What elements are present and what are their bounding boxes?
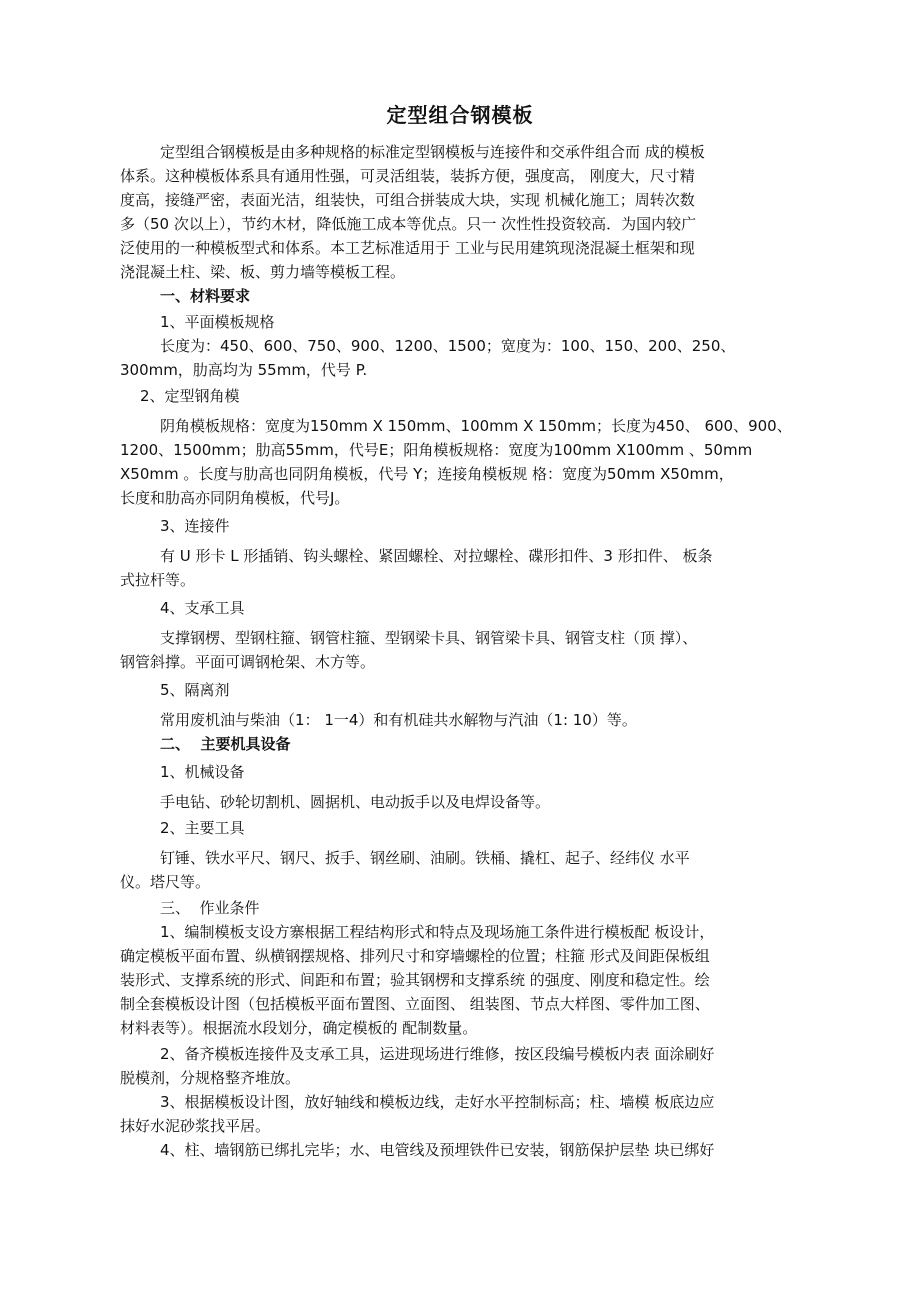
- body-line: 仪。塔尺等。: [120, 873, 211, 891]
- subsection-heading: 3、连接件: [160, 517, 230, 535]
- document-title: 定型组合钢模板: [386, 103, 534, 127]
- subsection-heading: 1、平面模板规格: [160, 313, 275, 331]
- body-line: 制全套模板设计图（包括模板平面布置图、立面图、 组装图、节点大样图、零件加工图、: [120, 995, 710, 1013]
- body-line: 长度和肋高亦同阴角模板，代号J。: [120, 489, 350, 507]
- body-line: X50mm 。长度与肋高也同阴角模板，代号 Y；连接角模板规 格：宽度为50mm X50mm，: [120, 465, 734, 483]
- intro-line: 体系。这种模板体系具有通用性强，可灵活组装，装拆方便，强度高， 刚度大，尺寸精: [120, 167, 695, 185]
- intro-line: 多（50 次以上），节约木材，降低施工成本等优点。只一 次性性投资较高．为国内较广: [120, 215, 697, 233]
- body-line: 手电钻、砂轮切割机、圆据机、电动扳手以及电焊设备等。: [160, 793, 551, 811]
- body-line: 抹好水泥砂浆找平居。: [120, 1117, 271, 1135]
- body-line: 支撑钢楞、型钢柱箍、钢管柱箍、型钢梁卡具、钢管梁卡具、钢管支柱（顶 撑）、: [160, 629, 698, 647]
- body-line: 阴角模板规格：宽度为150mm X 150mm、100mm X 150mm；长度为450、 600、900、: [160, 417, 792, 435]
- intro-line: 泛使用的一种模板型式和体系。本工艺标准适用于 工业与民用建筑现浇混凝土框架和现: [120, 239, 695, 257]
- body-line: 3、根据模板设计图，放好轴线和模板边线，走好水平控制标高；柱、墙模 板底边应: [160, 1093, 715, 1111]
- subsection-heading: 4、支承工具: [160, 599, 245, 617]
- section-heading: 二、 主要机具设备: [160, 735, 291, 753]
- body-line: 材料表等）。根据流水段划分，确定模板的 配制数量。: [120, 1019, 478, 1037]
- subsection-heading: 5、隔离剂: [160, 681, 230, 699]
- body-line: 常用废机油与柴油（1： 1一4）和有机硅共水解物与汽油（1: 10）等。: [160, 711, 637, 729]
- subsection-heading: 2、主要工具: [160, 819, 245, 837]
- subsection-heading: 1、机械设备: [160, 763, 245, 781]
- intro-line: 度高，接缝严密，表面光洁，组装快，可组合拼装成大块，实现 机械化施工；周转次数: [120, 191, 695, 209]
- body-line: 1200、1500mm；肋高55mm，代号E；阳角模板规格：宽度为100mm X100mm 、50mm: [120, 441, 753, 459]
- section-heading: 一、材料要求: [160, 287, 251, 305]
- body-line: 脱模剂，分规格整齐堆放。: [120, 1069, 301, 1087]
- section-heading: 三、 作业条件: [160, 899, 260, 917]
- body-line: 式拉杆等。: [120, 571, 196, 589]
- body-line: 4、柱、墙钢筋已绑扎完毕；水、电管线及预埋铁件已安装，钢筋保护层垫 块已绑好: [160, 1141, 715, 1159]
- body-line: 钢管斜撑。平面可调钢枪架、木方等。: [120, 653, 376, 671]
- body-line: 有 U 形卡 L 形插销、钩头螺栓、紧固螺栓、对拉螺栓、碟形扣件、3 形扣件、 板条: [160, 547, 713, 565]
- body-line: 300mm，肋高均为 55mm，代号 P.: [120, 361, 368, 379]
- body-line: 长度为：450、600、750、900、1200、1500；宽度为：100、150、200、250、: [160, 337, 736, 355]
- body-line: 2、备齐模板连接件及支承工具，运进现场进行维修，按区段编号模板内表 面涂刷好: [160, 1045, 715, 1063]
- body-line: 确定模板平面布置、纵横钢摆规格、排列尺寸和穿墙螺栓的位置；柱箍 形式及间距保板组: [120, 947, 710, 965]
- intro-line: 浇混凝土柱、梁、板、剪力墙等模板工程。: [120, 263, 406, 281]
- body-line: 钉锤、铁水平尺、钢尺、扳手、钢丝刷、油刷。铁桶、撬杠、起子、经纬仪 水平: [160, 849, 690, 867]
- subsection-heading: 2、定型钢角模: [140, 387, 240, 405]
- body-line: 装形式、支撑系统的形式、间距和布置；验其钢楞和支撑系统 的强度、刚度和稳定性。绘: [120, 971, 710, 989]
- intro-line: 定型组合钢模板是由多种规格的标准定型钢模板与连接件和交承件组合而 成的模板: [160, 143, 705, 161]
- body-line: 1、编制模板支设方寨根据工程结构形式和特点及现场施工条件进行模板配 板设计，: [160, 923, 715, 941]
